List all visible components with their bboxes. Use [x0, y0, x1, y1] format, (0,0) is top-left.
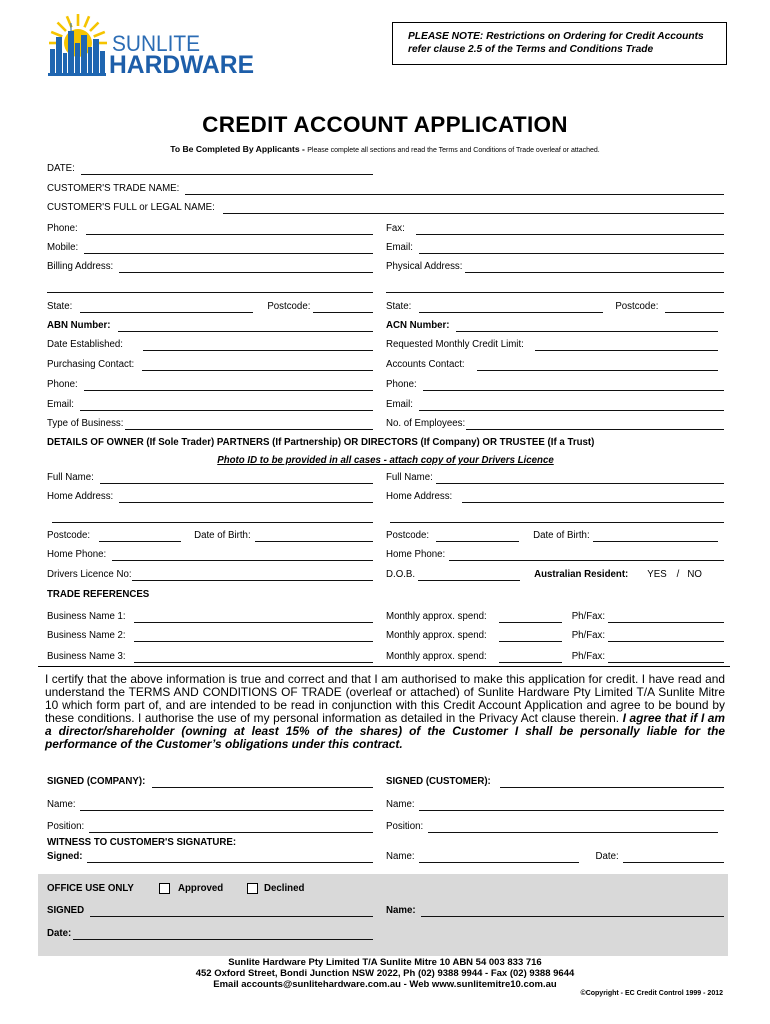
phone-label: Phone:	[47, 223, 78, 234]
physical-address-line-2	[386, 281, 724, 293]
signed-customer-label: SIGNED (CUSTOMER):	[386, 776, 491, 787]
trade-name-row	[47, 183, 724, 195]
fax-row	[386, 223, 724, 235]
billing-address-field-line	[119, 263, 373, 273]
accounts-email-label: Email:	[386, 399, 413, 410]
date-label: DATE:	[47, 163, 75, 174]
ordering-restrictions-notice	[392, 22, 727, 65]
witness-signed-field-line	[87, 853, 373, 863]
date-row	[47, 163, 373, 175]
trade-reference-row	[47, 630, 373, 642]
credit-limit-field-line	[535, 341, 718, 351]
office-name-field-line	[421, 907, 724, 917]
ph-fax-field-line	[608, 632, 724, 642]
owner2-full-name-field-line	[436, 474, 724, 484]
physical-address-row	[386, 261, 724, 273]
ph-fax-label: Ph/Fax:	[571, 651, 606, 662]
customer-name-label: Name:	[386, 799, 415, 810]
monthly-spend-field-line	[499, 632, 562, 642]
owner2-dob-short-field-line	[418, 571, 520, 581]
business-name-label: Business Name 2:	[47, 630, 126, 641]
witness-name-label: Name:	[386, 851, 415, 862]
witness-name-field-line	[419, 853, 579, 863]
office-signed-label: SIGNED	[47, 905, 85, 916]
owner1-home-phone-field-line	[112, 551, 373, 561]
physical-postcode-field-line	[665, 303, 724, 313]
customer-position-row	[386, 821, 718, 833]
monthly-spend-label: Monthly approx. spend:	[386, 611, 487, 622]
business-name-label: Business Name 1:	[47, 611, 126, 622]
declined-label: Declined	[264, 883, 305, 894]
notice-line-2: refer clause 2.5 of the Terms and Conditions Trade	[408, 44, 654, 55]
billing-address-row	[47, 261, 373, 273]
contact-phone-field-line	[84, 381, 373, 391]
fax-label: Fax:	[386, 223, 405, 234]
billing-postcode-field-line	[313, 303, 373, 313]
physical-state-field-line	[419, 303, 603, 313]
employees-row	[386, 418, 724, 430]
contact-email-row	[47, 399, 373, 411]
office-name-row	[386, 905, 724, 917]
date-established-label: Date Established:	[47, 339, 123, 350]
phone-row	[47, 223, 373, 235]
mobile-row	[47, 242, 373, 254]
owner1-postcode-field-line	[99, 532, 181, 542]
owner2-address-field-line-2	[390, 513, 724, 523]
business-name-label: Business Name 3:	[47, 651, 126, 662]
trade-reference-details-row	[386, 611, 724, 623]
resident-yes-option: YES	[647, 569, 667, 580]
mobile-field-line	[84, 244, 373, 254]
sunlite-hardware-logo	[46, 13, 258, 77]
witness-heading: WITNESS TO CUSTOMER'S SIGNATURE:	[47, 837, 237, 848]
subtitle	[0, 142, 770, 157]
trade-name-field-line	[185, 185, 724, 195]
business-name-field-line	[134, 653, 373, 663]
owner1-licence-row	[47, 569, 373, 581]
employees-label: No. of Employees:	[386, 418, 466, 429]
witness-date-label: Date:	[595, 851, 619, 862]
owner2-home-phone-field-line	[449, 551, 724, 561]
owner2-dob-label: Date of Birth:	[533, 530, 590, 541]
email-label: Email:	[386, 242, 413, 253]
skyline-building	[63, 53, 67, 75]
signed-company-label: SIGNED (COMPANY):	[47, 776, 146, 787]
legal-name-label: CUSTOMER'S FULL or LEGAL NAME:	[47, 202, 215, 213]
australian-resident-label: Australian Resident:	[534, 569, 629, 580]
witness-signed-label: Signed:	[47, 851, 83, 862]
owner2-dob-field-line	[593, 532, 718, 542]
resident-option-separator: /	[676, 569, 680, 580]
owner1-address-field-line-2	[52, 513, 373, 523]
logo-word-hardware: HARDWARE	[109, 51, 254, 77]
owner1-full-name-label: Full Name:	[47, 472, 94, 483]
acn-label: ACN Number:	[386, 320, 450, 331]
skyline-building	[88, 47, 92, 75]
billing-address-field-line-2	[47, 283, 373, 293]
owner1-full-name-row	[47, 472, 373, 484]
owner2-address-line-2	[390, 511, 724, 523]
date-established-row	[47, 339, 373, 351]
witness-signed-row	[47, 851, 373, 863]
accounts-contact-row	[386, 359, 718, 371]
signatory-name-row	[47, 799, 373, 811]
contact-email-field-line	[80, 401, 373, 411]
ph-fax-field-line	[608, 613, 724, 623]
copyright-notice: ©Copyright - EC Credit Control 1999 - 2012	[580, 990, 723, 997]
company-footer	[0, 957, 770, 990]
ph-fax-label: Ph/Fax:	[571, 630, 606, 641]
skyline-building	[56, 37, 62, 75]
owner2-postcode-label: Postcode:	[386, 530, 430, 541]
certification-statement	[45, 673, 725, 751]
owner1-dob-label: Date of Birth:	[194, 530, 251, 541]
billing-state-postcode-row	[47, 301, 373, 313]
accounts-email-row	[386, 399, 724, 411]
resident-no-option: NO	[687, 569, 702, 580]
signed-customer-row	[386, 776, 724, 788]
acn-field-line	[456, 322, 718, 332]
footer-company-line: Sunlite Hardware Pty Limited T/A Sunlite Mitre 10 ABN 54 003 833 716	[228, 957, 542, 968]
accounts-contact-label: Accounts Contact:	[386, 359, 465, 370]
credit-limit-label: Requested Monthly Credit Limit:	[386, 339, 524, 350]
owner2-home-phone-label: Home Phone:	[386, 549, 446, 560]
physical-state-postcode-row	[386, 301, 724, 313]
type-of-business-row	[47, 418, 373, 430]
contact-phone-row	[47, 379, 373, 391]
skyline-building	[50, 49, 55, 75]
email-field-line	[419, 244, 724, 254]
employees-field-line	[466, 420, 724, 430]
witness-date-field-line	[623, 853, 724, 863]
skyline-building	[93, 39, 99, 75]
ph-fax-field-line	[608, 653, 724, 663]
skyline-building	[68, 31, 74, 75]
purchasing-contact-field-line	[142, 361, 373, 371]
witness-name-date-row	[386, 851, 724, 863]
abn-row	[47, 320, 373, 332]
monthly-spend-field-line	[499, 613, 562, 623]
trade-references-heading: TRADE REFERENCES	[47, 589, 150, 600]
trade-reference-details-row	[386, 630, 724, 642]
owner2-postcode-dob-row	[386, 530, 718, 542]
billing-state-label: State:	[47, 301, 73, 312]
date-field-line	[81, 165, 373, 175]
legal-name-field-line	[223, 204, 724, 214]
date-established-field-line	[143, 341, 373, 351]
accounts-phone-label: Phone:	[386, 379, 417, 390]
monthly-spend-field-line	[499, 653, 562, 663]
skyline-building	[75, 43, 80, 75]
physical-address-field-line-2	[386, 283, 724, 293]
witness-heading-row	[47, 837, 373, 849]
monthly-spend-label: Monthly approx. spend:	[386, 651, 487, 662]
customer-position-label: Position:	[386, 821, 424, 832]
acn-row	[386, 320, 718, 332]
approved-label: Approved	[178, 883, 224, 894]
subtitle-instructions: Please complete all sections and read the Terms and Conditions of Trade overleaf or attached.	[307, 147, 600, 154]
owner2-home-phone-row	[386, 549, 724, 561]
customer-name-row	[386, 799, 724, 811]
owner1-address-line-2	[52, 511, 373, 523]
credit-limit-row	[386, 339, 718, 351]
subtitle-bold: To Be Completed By Applicants	[170, 144, 300, 154]
owners-heading: DETAILS OF OWNER (If Sole Trader) PARTNERS (If Partnership) OR DIRECTORS (If Company) OR TRUSTEE (If a Trust)	[47, 437, 595, 448]
office-use-heading: OFFICE USE ONLY	[47, 883, 134, 894]
skyline-building	[100, 51, 105, 75]
sun-ray	[51, 32, 62, 37]
physical-state-label: State:	[386, 301, 412, 312]
purchasing-contact-row	[47, 359, 373, 371]
purchasing-contact-label: Purchasing Contact:	[47, 359, 135, 370]
email-row	[386, 242, 724, 254]
signed-customer-field-line	[500, 778, 724, 788]
abn-field-line	[118, 322, 373, 332]
office-signed-field-line	[90, 907, 373, 917]
owner1-home-phone-label: Home Phone:	[47, 549, 107, 560]
certification-text: I certify that the above information is true and correct and that I am authorised to make this application for credit. I have read and understand the TERMS AND CONDITIONS OF TRADE (overleaf or attached) of Sunlite Hardware Pty Limited T/A Sunlite Mitre 10 which form part of, and are intended to be read in conjunction with this Credit Account Application and agree to be bound by these conditions. I authorise the use of my personal information as detailed in the Privacy Act clause therein.	[45, 672, 725, 725]
skyline-building	[81, 35, 87, 75]
owner2-dob-resident-row	[386, 569, 724, 581]
owner1-home-phone-row	[47, 549, 373, 561]
trade-references-heading-row	[47, 589, 373, 601]
signatory-name-label: Name:	[47, 799, 76, 810]
owner2-postcode-field-line	[436, 532, 519, 542]
sun-ray	[85, 16, 90, 27]
billing-address-line-2	[47, 281, 373, 293]
owner1-home-address-row	[47, 491, 373, 503]
office-date-row	[47, 928, 373, 940]
ph-fax-label: Ph/Fax:	[571, 611, 606, 622]
billing-address-label: Billing Address:	[47, 261, 114, 272]
signatory-position-row	[47, 821, 373, 833]
skyline-antenna	[71, 23, 72, 31]
signatory-position-label: Position:	[47, 821, 85, 832]
notice-line-1: PLEASE NOTE: Restrictions on Ordering for Credit Accounts	[408, 31, 704, 42]
type-of-business-field-line	[125, 420, 373, 430]
accounts-contact-field-line	[477, 361, 718, 371]
physical-address-label: Physical Address:	[386, 261, 463, 272]
page-title: CREDIT ACCOUNT APPLICATION	[202, 112, 568, 137]
declined-checkbox	[247, 883, 258, 894]
signatory-position-field-line	[89, 823, 373, 833]
owner1-licence-label: Drivers Licence No:	[47, 569, 132, 580]
accounts-email-field-line	[419, 401, 724, 411]
monthly-spend-label: Monthly approx. spend:	[386, 630, 487, 641]
mobile-label: Mobile:	[47, 242, 79, 253]
fax-field-line	[416, 225, 724, 235]
owner1-home-address-label: Home Address:	[47, 491, 114, 502]
accounts-phone-field-line	[423, 381, 724, 391]
sun-ray	[58, 23, 67, 32]
owner1-dob-field-line	[255, 532, 373, 542]
customer-position-field-line	[428, 823, 718, 833]
signed-company-field-line	[152, 778, 373, 788]
accounts-phone-row	[386, 379, 724, 391]
office-date-field-line	[73, 930, 373, 940]
physical-address-field-line	[465, 263, 724, 273]
business-name-field-line	[134, 613, 373, 623]
trade-reference-row	[47, 611, 373, 623]
owner1-home-address-field-line	[119, 493, 373, 503]
logo-word-sunlite: SUNLITE	[112, 31, 200, 56]
owner2-dob-short-label: D.O.B.	[386, 569, 416, 580]
office-date-label: Date:	[47, 928, 72, 939]
trade-name-label: CUSTOMER'S TRADE NAME:	[47, 183, 180, 194]
approved-checkbox	[159, 883, 170, 894]
signatory-name-field-line	[80, 801, 373, 811]
phone-field-line	[86, 225, 373, 235]
owner2-home-address-field-line	[462, 493, 724, 503]
owner2-home-address-row	[386, 491, 724, 503]
customer-name-field-line	[419, 801, 724, 811]
owner2-full-name-label: Full Name:	[386, 472, 433, 483]
billing-postcode-label: Postcode:	[267, 301, 311, 312]
billing-state-field-line	[80, 303, 253, 313]
owner1-licence-field-line	[132, 571, 373, 581]
owner1-full-name-field-line	[100, 474, 373, 484]
section-divider	[38, 666, 730, 667]
owner2-full-name-row	[386, 472, 724, 484]
subtitle-dash: -	[299, 144, 308, 154]
contact-email-label: Email:	[47, 399, 74, 410]
owner1-postcode-label: Postcode:	[47, 530, 91, 541]
personal-liability-clause: I agree that if I am a director/shareholder (owning at least 15% of the shares) of the Customer I shall be personally liable for the performance of the Customer’s obligations under this contract.	[45, 711, 725, 751]
sun-ray	[90, 23, 99, 32]
contact-phone-label: Phone:	[47, 379, 78, 390]
abn-label: ABN Number:	[47, 320, 111, 331]
skyline-base	[48, 73, 106, 76]
photo-id-note-row	[47, 455, 724, 467]
footer-contact-line: Email accounts@sunlitehardware.com.au - Web www.sunlitemitre10.com.au	[213, 979, 557, 990]
sun-ray	[94, 32, 105, 37]
owner1-postcode-dob-row	[47, 530, 373, 542]
physical-postcode-label: Postcode:	[615, 301, 659, 312]
photo-id-note: Photo ID to be provided in all cases - attach copy of your Drivers Licence	[217, 455, 554, 466]
signed-company-row	[47, 776, 373, 788]
footer-address-line: 452 Oxford Street, Bondi Junction NSW 2022, Ph (02) 9388 9944 - Fax (02) 9388 9644	[195, 968, 575, 979]
office-name-label: Name:	[386, 905, 416, 916]
owners-section-heading	[47, 437, 724, 449]
legal-name-row	[47, 202, 724, 214]
business-name-field-line	[134, 632, 373, 642]
trade-reference-details-row	[386, 651, 724, 663]
owner2-home-address-label: Home Address:	[386, 491, 453, 502]
trade-reference-row	[47, 651, 373, 663]
office-signed-row	[47, 905, 373, 917]
type-of-business-label: Type of Business:	[47, 418, 124, 429]
